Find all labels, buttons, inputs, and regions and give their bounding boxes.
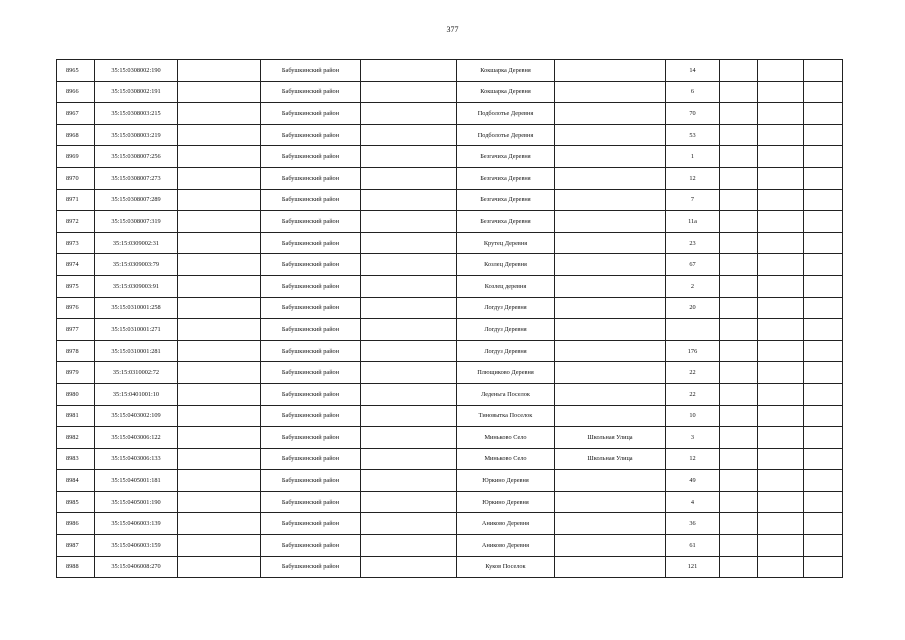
cell-empty xyxy=(758,167,804,189)
cell-district: Бабушкинский район xyxy=(261,362,361,384)
cell-empty xyxy=(720,340,758,362)
table-row xyxy=(57,254,843,276)
cell-cadastral-number: 35:15:0310001:281 xyxy=(95,340,178,362)
cell-house-number: 10 xyxy=(666,405,720,427)
cell-district: Бабушкинский район xyxy=(261,448,361,470)
cell-district: Бабушкинский район xyxy=(261,319,361,341)
cell-empty xyxy=(758,81,804,103)
cell-empty xyxy=(758,146,804,168)
cell-cadastral-number: 35:15:0308007:319 xyxy=(95,211,178,233)
cell-empty xyxy=(804,427,843,449)
cell-empty xyxy=(804,275,843,297)
cell-empty xyxy=(361,383,457,405)
table-row xyxy=(57,211,843,233)
cell-locality: Логдуз Деревня xyxy=(457,340,555,362)
cell-street xyxy=(555,232,666,254)
cell-empty xyxy=(720,189,758,211)
cell-row-number: 8966 xyxy=(57,81,95,103)
cell-empty xyxy=(758,405,804,427)
cell-house-number: 2 xyxy=(666,275,720,297)
table-row xyxy=(57,232,843,254)
cell-empty xyxy=(361,556,457,578)
cell-empty xyxy=(361,189,457,211)
cell-street xyxy=(555,189,666,211)
cell-locality: Логдуз Деревня xyxy=(457,297,555,319)
cell-empty xyxy=(178,470,261,492)
cell-empty xyxy=(178,362,261,384)
table-row xyxy=(57,167,843,189)
cell-empty xyxy=(361,427,457,449)
cell-street xyxy=(555,275,666,297)
cell-empty xyxy=(758,362,804,384)
cell-empty xyxy=(361,362,457,384)
cell-locality: Логдуз Деревня xyxy=(457,319,555,341)
cell-locality: Козлец деревня xyxy=(457,275,555,297)
cell-empty xyxy=(720,167,758,189)
cell-street xyxy=(555,340,666,362)
cell-empty xyxy=(361,340,457,362)
cell-house-number: 4 xyxy=(666,491,720,513)
cell-empty xyxy=(178,340,261,362)
cell-empty xyxy=(720,362,758,384)
cell-street xyxy=(555,81,666,103)
cell-row-number: 8969 xyxy=(57,146,95,168)
cell-empty xyxy=(758,124,804,146)
cell-house-number: 3 xyxy=(666,427,720,449)
cell-empty xyxy=(720,254,758,276)
cell-empty xyxy=(361,448,457,470)
cell-empty xyxy=(178,427,261,449)
cell-empty xyxy=(804,60,843,82)
cell-empty xyxy=(178,491,261,513)
cell-empty xyxy=(178,297,261,319)
cell-locality: Крутец Деревня xyxy=(457,232,555,254)
cell-street xyxy=(555,103,666,125)
cell-district: Бабушкинский район xyxy=(261,427,361,449)
cell-house-number: 36 xyxy=(666,513,720,535)
cell-cadastral-number: 35:15:0401001:10 xyxy=(95,383,178,405)
cell-empty xyxy=(758,60,804,82)
cell-house-number: 49 xyxy=(666,470,720,492)
cell-locality: Безгачиха Деревня xyxy=(457,211,555,233)
cell-empty xyxy=(720,535,758,557)
cell-district: Бабушкинский район xyxy=(261,103,361,125)
table-row xyxy=(57,427,843,449)
cell-district: Бабушкинский район xyxy=(261,124,361,146)
cell-district: Бабушкинский район xyxy=(261,167,361,189)
cell-empty xyxy=(361,254,457,276)
table-row xyxy=(57,535,843,557)
cell-house-number: 22 xyxy=(666,383,720,405)
cell-row-number: 8970 xyxy=(57,167,95,189)
cell-district: Бабушкинский район xyxy=(261,491,361,513)
cell-empty xyxy=(758,427,804,449)
cell-empty xyxy=(361,232,457,254)
cell-row-number: 8985 xyxy=(57,491,95,513)
cell-empty xyxy=(361,60,457,82)
table-row xyxy=(57,491,843,513)
cell-street xyxy=(555,513,666,535)
cell-cadastral-number: 35:15:0309003:79 xyxy=(95,254,178,276)
table-row xyxy=(57,556,843,578)
cell-cadastral-number: 35:15:0403002:109 xyxy=(95,405,178,427)
cell-house-number: 67 xyxy=(666,254,720,276)
cell-house-number: 176 xyxy=(666,340,720,362)
cell-street: Школьная Улица xyxy=(555,427,666,449)
cell-empty xyxy=(720,405,758,427)
cell-empty xyxy=(361,167,457,189)
cell-empty xyxy=(720,383,758,405)
cell-empty xyxy=(720,103,758,125)
cell-empty xyxy=(361,211,457,233)
cell-district: Бабушкинский район xyxy=(261,513,361,535)
cell-street xyxy=(555,211,666,233)
cell-empty xyxy=(804,297,843,319)
cell-cadastral-number: 35:15:0308007:289 xyxy=(95,189,178,211)
cell-empty xyxy=(178,556,261,578)
cell-empty xyxy=(758,491,804,513)
table-row xyxy=(57,81,843,103)
cell-cadastral-number: 35:15:0309003:91 xyxy=(95,275,178,297)
cell-empty xyxy=(361,319,457,341)
cell-row-number: 8984 xyxy=(57,470,95,492)
cell-empty xyxy=(804,189,843,211)
cell-cadastral-number: 35:15:0308002:190 xyxy=(95,60,178,82)
cell-empty xyxy=(758,383,804,405)
cell-empty xyxy=(178,189,261,211)
cell-street xyxy=(555,556,666,578)
registry-table-body xyxy=(57,60,843,578)
cell-empty xyxy=(758,513,804,535)
cell-street xyxy=(555,319,666,341)
cell-locality: Кокшарка Деревня xyxy=(457,60,555,82)
cell-empty xyxy=(178,513,261,535)
cell-empty xyxy=(804,535,843,557)
cell-street xyxy=(555,124,666,146)
cell-street xyxy=(555,297,666,319)
cell-empty xyxy=(361,470,457,492)
cell-locality: Безгачиха Деревня xyxy=(457,146,555,168)
cell-empty xyxy=(361,103,457,125)
cell-empty xyxy=(758,275,804,297)
cell-empty xyxy=(758,535,804,557)
cell-house-number: 11а xyxy=(666,211,720,233)
cell-locality: Подболотье Деревня xyxy=(457,103,555,125)
cell-cadastral-number: 35:15:0406003:159 xyxy=(95,535,178,557)
cell-empty xyxy=(758,319,804,341)
cell-empty xyxy=(720,297,758,319)
cell-cadastral-number: 35:15:0310001:271 xyxy=(95,319,178,341)
cell-empty xyxy=(361,81,457,103)
cell-house-number: 22 xyxy=(666,362,720,384)
cell-empty xyxy=(720,232,758,254)
cell-empty xyxy=(361,535,457,557)
cell-empty xyxy=(720,513,758,535)
cell-locality: Безгачиха Деревня xyxy=(457,167,555,189)
cell-row-number: 8983 xyxy=(57,448,95,470)
cell-cadastral-number: 35:15:0308007:256 xyxy=(95,146,178,168)
cell-empty xyxy=(804,103,843,125)
cell-empty xyxy=(178,448,261,470)
cell-empty xyxy=(720,124,758,146)
cell-empty xyxy=(758,232,804,254)
cell-empty xyxy=(178,81,261,103)
cell-empty xyxy=(361,513,457,535)
cell-empty xyxy=(361,491,457,513)
cell-empty xyxy=(758,297,804,319)
cell-empty xyxy=(178,103,261,125)
table-row xyxy=(57,189,843,211)
cell-district: Бабушкинский район xyxy=(261,470,361,492)
cell-cadastral-number: 35:15:0406003:139 xyxy=(95,513,178,535)
cell-empty xyxy=(178,167,261,189)
cell-row-number: 8979 xyxy=(57,362,95,384)
cell-cadastral-number: 35:15:0308003:215 xyxy=(95,103,178,125)
cell-house-number: 70 xyxy=(666,103,720,125)
cell-row-number: 8987 xyxy=(57,535,95,557)
cell-locality: Тиновытка Поселок xyxy=(457,405,555,427)
cell-district: Бабушкинский район xyxy=(261,297,361,319)
registry-table xyxy=(56,59,843,578)
table-row xyxy=(57,103,843,125)
cell-empty xyxy=(804,362,843,384)
cell-empty xyxy=(758,556,804,578)
cell-row-number: 8982 xyxy=(57,427,95,449)
cell-empty xyxy=(720,319,758,341)
cell-district: Бабушкинский район xyxy=(261,60,361,82)
cell-district: Бабушкинский район xyxy=(261,189,361,211)
cell-cadastral-number: 35:15:0308003:219 xyxy=(95,124,178,146)
cell-empty xyxy=(804,211,843,233)
cell-empty xyxy=(178,146,261,168)
cell-district: Бабушкинский район xyxy=(261,535,361,557)
cell-empty xyxy=(758,448,804,470)
cell-street xyxy=(555,470,666,492)
cell-house-number: 6 xyxy=(666,81,720,103)
cell-house-number: 53 xyxy=(666,124,720,146)
cell-empty xyxy=(804,383,843,405)
cell-row-number: 8986 xyxy=(57,513,95,535)
cell-empty xyxy=(758,103,804,125)
cell-cadastral-number: 35:15:0308007:273 xyxy=(95,167,178,189)
cell-house-number: 12 xyxy=(666,167,720,189)
cell-empty xyxy=(361,297,457,319)
cell-district: Бабушкинский район xyxy=(261,556,361,578)
cell-street xyxy=(555,60,666,82)
table-row xyxy=(57,319,843,341)
cell-locality: Юркино Деревня xyxy=(457,470,555,492)
cell-row-number: 8978 xyxy=(57,340,95,362)
cell-empty xyxy=(178,535,261,557)
cell-street xyxy=(555,383,666,405)
cell-street: Школьная Улица xyxy=(555,448,666,470)
cell-empty xyxy=(720,81,758,103)
cell-empty xyxy=(178,319,261,341)
table-row xyxy=(57,513,843,535)
cell-empty xyxy=(804,232,843,254)
cell-street xyxy=(555,254,666,276)
cell-locality: Миньково Село xyxy=(457,448,555,470)
cell-house-number xyxy=(666,319,720,341)
cell-row-number: 8976 xyxy=(57,297,95,319)
cell-empty xyxy=(720,275,758,297)
cell-empty xyxy=(720,491,758,513)
cell-district: Бабушкинский район xyxy=(261,275,361,297)
cell-locality: Подболотье Деревня xyxy=(457,124,555,146)
cell-empty xyxy=(178,211,261,233)
cell-empty xyxy=(804,319,843,341)
cell-empty xyxy=(178,124,261,146)
cell-locality: Плющиково Деревня xyxy=(457,362,555,384)
cell-locality: Леденьга Поселок xyxy=(457,383,555,405)
cell-row-number: 8981 xyxy=(57,405,95,427)
cell-district: Бабушкинский район xyxy=(261,146,361,168)
cell-house-number: 14 xyxy=(666,60,720,82)
cell-cadastral-number: 35:15:0405001:181 xyxy=(95,470,178,492)
table-row xyxy=(57,146,843,168)
cell-empty xyxy=(804,448,843,470)
cell-empty xyxy=(804,470,843,492)
table-row xyxy=(57,362,843,384)
cell-empty xyxy=(720,556,758,578)
cell-empty xyxy=(178,254,261,276)
cell-empty xyxy=(758,189,804,211)
cell-empty xyxy=(804,491,843,513)
cell-street xyxy=(555,491,666,513)
cell-locality: Куков Поселок xyxy=(457,556,555,578)
cell-street xyxy=(555,167,666,189)
cell-row-number: 8967 xyxy=(57,103,95,125)
table-row xyxy=(57,405,843,427)
cell-district: Бабушкинский район xyxy=(261,232,361,254)
cell-row-number: 8972 xyxy=(57,211,95,233)
cell-row-number: 8968 xyxy=(57,124,95,146)
cell-district: Бабушкинский район xyxy=(261,211,361,233)
cell-street xyxy=(555,535,666,557)
cell-row-number: 8965 xyxy=(57,60,95,82)
cell-cadastral-number: 35:15:0403006:133 xyxy=(95,448,178,470)
cell-cadastral-number: 35:15:0403006:122 xyxy=(95,427,178,449)
cell-row-number: 8975 xyxy=(57,275,95,297)
cell-house-number: 121 xyxy=(666,556,720,578)
cell-district: Бабушкинский район xyxy=(261,81,361,103)
cell-cadastral-number: 35:15:0310002:72 xyxy=(95,362,178,384)
cell-empty xyxy=(720,211,758,233)
cell-row-number: 8974 xyxy=(57,254,95,276)
cell-empty xyxy=(361,146,457,168)
cell-house-number: 61 xyxy=(666,535,720,557)
cell-empty xyxy=(720,448,758,470)
page-number: 377 xyxy=(446,25,459,34)
table-row xyxy=(57,448,843,470)
cell-locality: Аниково Деревня xyxy=(457,513,555,535)
cell-house-number: 7 xyxy=(666,189,720,211)
cell-locality: Кокшарка Деревня xyxy=(457,81,555,103)
table-row xyxy=(57,470,843,492)
cell-row-number: 8973 xyxy=(57,232,95,254)
cell-house-number: 12 xyxy=(666,448,720,470)
table-row xyxy=(57,297,843,319)
cell-empty xyxy=(804,124,843,146)
table-row xyxy=(57,383,843,405)
cell-cadastral-number: 35:15:0308002:191 xyxy=(95,81,178,103)
cell-locality: Безгачиха Деревня xyxy=(457,189,555,211)
cell-empty xyxy=(720,470,758,492)
cell-empty xyxy=(804,167,843,189)
cell-empty xyxy=(804,405,843,427)
cell-house-number: 20 xyxy=(666,297,720,319)
cell-locality: Аниково Деревня xyxy=(457,535,555,557)
cell-district: Бабушкинский район xyxy=(261,340,361,362)
cell-empty xyxy=(720,146,758,168)
table-row xyxy=(57,340,843,362)
cell-empty xyxy=(804,254,843,276)
cell-district: Бабушкинский район xyxy=(261,405,361,427)
cell-empty xyxy=(804,81,843,103)
cell-row-number: 8988 xyxy=(57,556,95,578)
cell-empty xyxy=(804,513,843,535)
cell-empty xyxy=(804,556,843,578)
cell-street xyxy=(555,362,666,384)
table-row xyxy=(57,60,843,82)
cell-empty xyxy=(178,405,261,427)
cell-district: Бабушкинский район xyxy=(261,254,361,276)
cell-street xyxy=(555,146,666,168)
cell-row-number: 8980 xyxy=(57,383,95,405)
cell-locality: Юркино Деревня xyxy=(457,491,555,513)
cell-empty xyxy=(804,146,843,168)
cell-district: Бабушкинский район xyxy=(261,383,361,405)
cell-row-number: 8971 xyxy=(57,189,95,211)
cell-cadastral-number: 35:15:0406008:270 xyxy=(95,556,178,578)
cell-empty xyxy=(361,124,457,146)
cell-house-number: 1 xyxy=(666,146,720,168)
cell-empty xyxy=(178,232,261,254)
cell-empty xyxy=(361,405,457,427)
cell-empty xyxy=(361,275,457,297)
cell-house-number: 23 xyxy=(666,232,720,254)
cell-empty xyxy=(758,340,804,362)
cell-row-number: 8977 xyxy=(57,319,95,341)
cell-empty xyxy=(758,211,804,233)
cell-empty xyxy=(178,275,261,297)
cell-empty xyxy=(178,60,261,82)
cell-street xyxy=(555,405,666,427)
cell-empty xyxy=(758,254,804,276)
cell-cadastral-number: 35:15:0309002:31 xyxy=(95,232,178,254)
cell-cadastral-number: 35:15:0405001:190 xyxy=(95,491,178,513)
cell-locality: Миньково Село xyxy=(457,427,555,449)
cell-empty xyxy=(758,470,804,492)
cell-empty xyxy=(804,340,843,362)
cell-cadastral-number: 35:15:0310001:258 xyxy=(95,297,178,319)
cell-locality: Козлец Деревня xyxy=(457,254,555,276)
cell-empty xyxy=(720,60,758,82)
table-row xyxy=(57,124,843,146)
cell-empty xyxy=(720,427,758,449)
table-row xyxy=(57,275,843,297)
cell-empty xyxy=(178,383,261,405)
